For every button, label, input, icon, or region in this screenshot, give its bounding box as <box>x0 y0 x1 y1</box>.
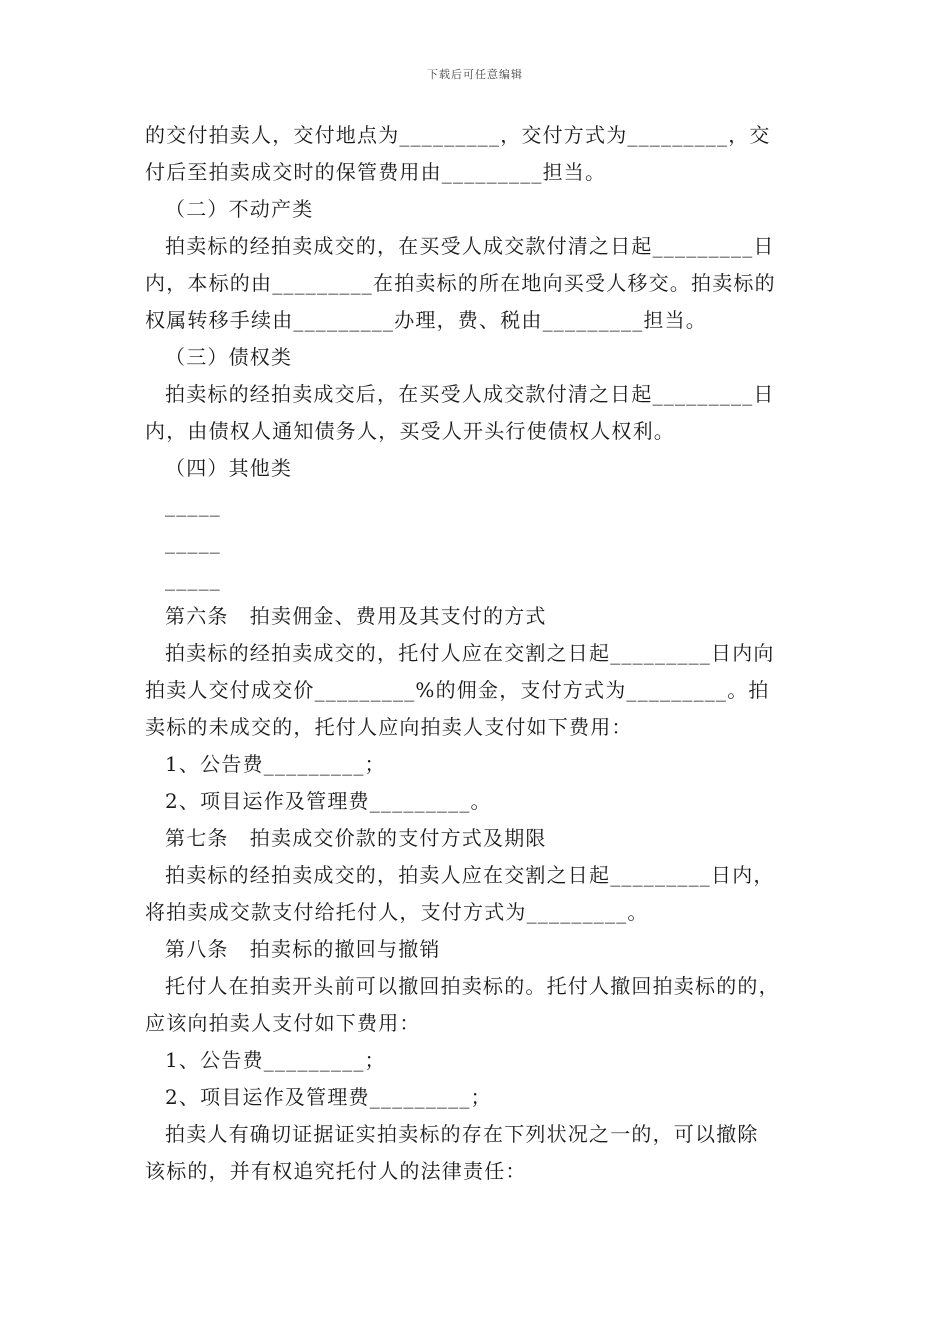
text-line: 内，本标的由_________在拍卖标的所在地向买受人移交。拍卖标的 <box>145 271 776 295</box>
text-line: 拍卖人交付成交价_________%的佣金，支付方式为_________。拍 <box>145 678 770 702</box>
list-item: 2、项目运作及管理费_________。 <box>165 789 492 813</box>
blank-line: _____ <box>165 493 221 517</box>
blank-line: _____ <box>165 567 221 591</box>
article-heading: 第七条 拍卖成交价款的支付方式及期限 <box>165 826 547 850</box>
article-heading: 第六条 拍卖佣金、费用及其支付的方式 <box>165 604 547 628</box>
blank-line: _____ <box>165 530 221 554</box>
text-line: 的交付拍卖人，交付地点为_________，交付方式为_________，交 <box>145 123 771 147</box>
page-header: 下载后可任意编辑 <box>427 68 523 81</box>
list-item: 1、公告费_________； <box>165 1048 386 1072</box>
text-line: 拍卖标的经拍卖成交的，托付人应在交割之日起_________日内向 <box>165 641 775 665</box>
list-item: 2、项目运作及管理费_________； <box>165 1085 492 1109</box>
text-line: 付后至拍卖成交时的保管费用由_________担当。 <box>145 160 607 184</box>
section-heading: （三）债权类 <box>165 345 293 369</box>
list-item: 1、公告费_________； <box>165 752 386 776</box>
text-line: 拍卖标的经拍卖成交后，在买受人成交款付清之日起_________日 <box>165 382 775 406</box>
text-line: 内，由债权人通知债务人，买受人开头行使债权人权利。 <box>145 419 675 443</box>
text-line: 卖标的未成交的，托付人应向拍卖人支付如下费用： <box>145 715 633 739</box>
section-heading: （四）其他类 <box>165 456 293 480</box>
article-heading: 第八条 拍卖标的撤回与撤销 <box>165 937 441 961</box>
text-line: 托付人在拍卖开头前可以撤回拍卖标的。托付人撤回拍卖标的的， <box>165 974 780 998</box>
text-line: 将拍卖成交款支付给托付人，支付方式为_________。 <box>145 900 649 924</box>
text-line: 权属转移手续由_________办理，费、税由_________担当。 <box>145 308 707 332</box>
document-body <box>145 117 810 1190</box>
text-line: 拍卖标的经拍卖成交的，拍卖人应在交割之日起_________日内， <box>165 863 775 887</box>
section-heading: （二）不动产类 <box>165 197 314 221</box>
text-line: 应该向拍卖人支付如下费用： <box>145 1011 421 1035</box>
text-line: 该标的，并有权追究托付人的法律责任： <box>145 1159 527 1183</box>
text-line: 拍卖标的经拍卖成交的，在买受人成交款付清之日起_________日 <box>165 234 775 258</box>
text-line: 拍卖人有确切证据证实拍卖标的存在下列状况之一的，可以撤除 <box>165 1122 759 1146</box>
